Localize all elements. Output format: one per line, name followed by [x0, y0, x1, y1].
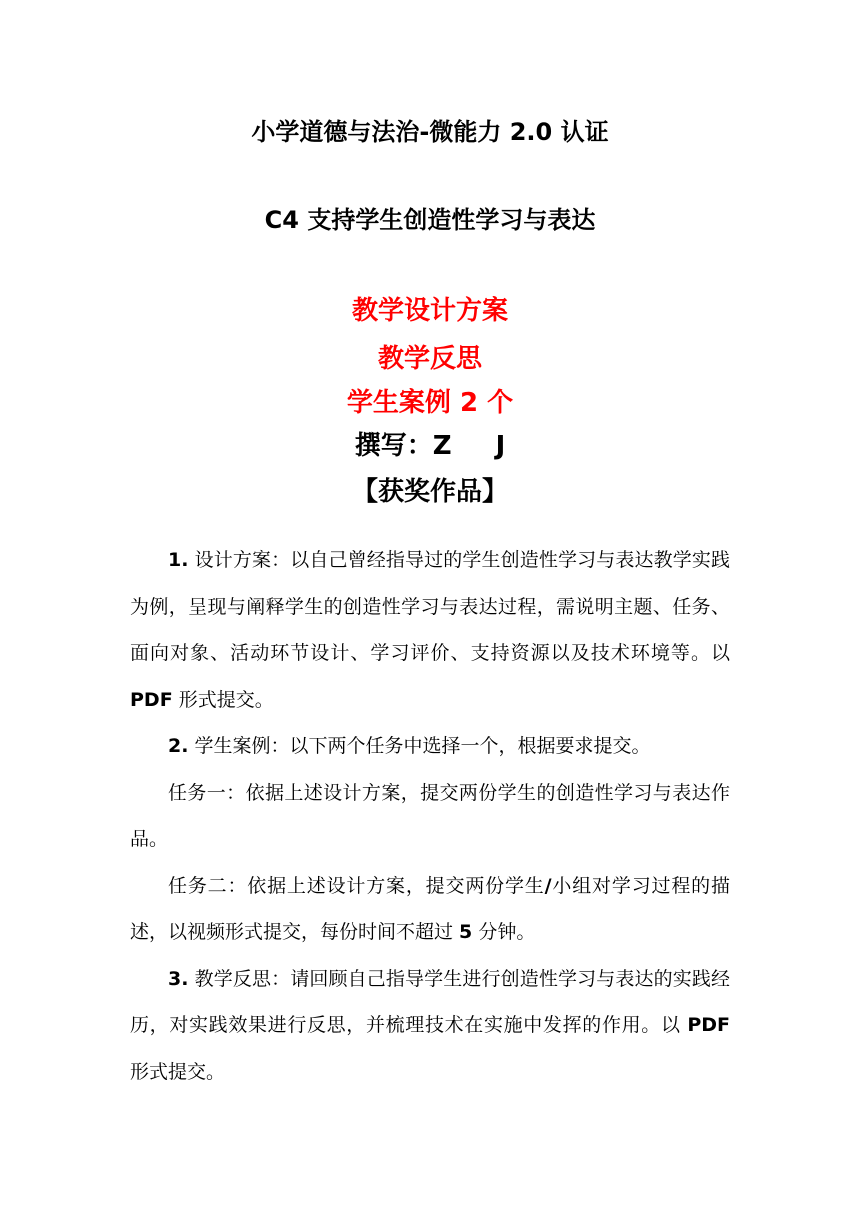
document-subtitle: C4 支持学生创造性学习与表达	[264, 206, 596, 234]
author-suffix: J	[495, 431, 506, 461]
item-number: 1.	[168, 549, 189, 571]
paragraph-text-end: 形式提交。	[172, 688, 274, 711]
author-label: 撰写：Z	[354, 431, 452, 461]
paragraph-text: 教学反思：请回顾自己指导学生进行创造性学习与表达的实践经历，对实践效果进行反思，并梳理技术在实施中发挥的作用。以	[130, 967, 730, 1036]
minutes-number: 5	[459, 921, 473, 943]
paragraph-student-cases	[130, 723, 730, 770]
paragraph-text: 任务一：依据上述设计方案，提交两份学生的创造性学习与表达作品。	[130, 781, 730, 850]
highlight-reflection: 教学反思	[377, 344, 482, 374]
pdf-label: PDF	[130, 688, 173, 711]
award-label: 【获奖作品】	[351, 477, 508, 507]
paragraph-task-one	[130, 770, 730, 863]
paragraph-text-b: 小组对学习过程的描述，以视频形式提交，每份时间不超过	[130, 874, 730, 943]
item-number: 2.	[168, 735, 189, 757]
paragraph-design-plan	[130, 537, 730, 723]
slash-char: /	[544, 874, 552, 897]
paragraph-text: 学生案例：以下两个任务中选择一个，根据要求提交。	[194, 735, 651, 757]
paragraph-text: 设计方案：以自己曾经指导过的学生创造性学习与表达教学实践为例，呈现与阐释学生的创造性学习与表达过程，需说明主题、任务、面向对象、活动环节设计、学习评价、支持资源以及技术环境等。以	[130, 549, 730, 664]
document-title: 小学道德与法治-微能力 2.0 认证	[251, 118, 609, 146]
paragraph-text-end: 形式提交。	[130, 1060, 226, 1083]
requirements-body	[130, 537, 730, 1095]
pdf-label: PDF	[687, 1014, 730, 1036]
author-line	[0, 425, 860, 462]
item-number: 3.	[168, 967, 189, 990]
highlight-student-cases: 学生案例 2 个	[346, 388, 514, 418]
paragraph-text: 任务二：依据上述设计方案，提交两份学生	[168, 874, 545, 897]
paragraph-text-end: 分钟。	[472, 921, 536, 943]
paragraph-reflection	[130, 956, 730, 1096]
paragraph-task-two	[130, 863, 730, 956]
highlight-design-plan: 教学设计方案	[351, 296, 508, 326]
